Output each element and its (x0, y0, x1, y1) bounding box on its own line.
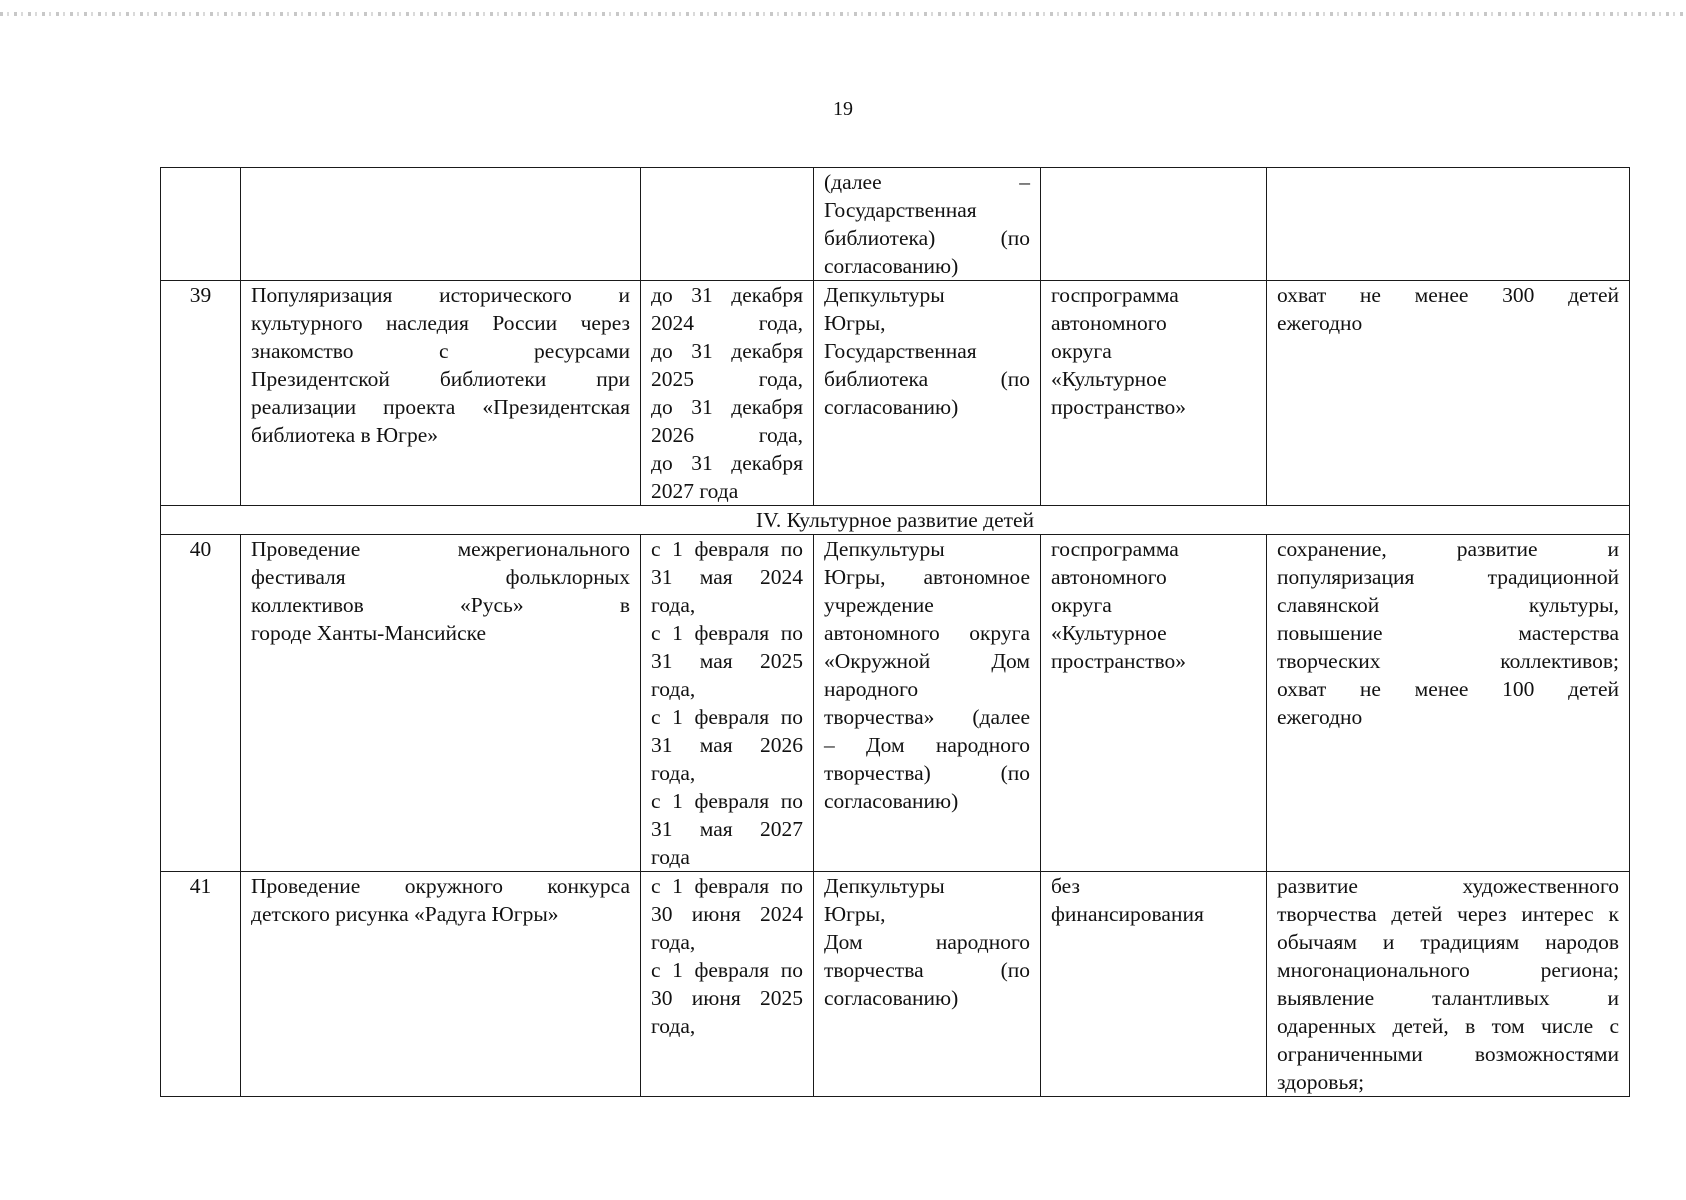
text-line: «Окружной Дом (824, 649, 1030, 673)
responsible-text (824, 535, 1030, 815)
text-line: городе Ханты-Мансийске (251, 621, 487, 645)
text-line: года, (651, 761, 696, 785)
text-line: творческих коллективов; (1277, 649, 1619, 673)
text-line: Депкультуры (824, 537, 945, 561)
text-line: – Дом народного (824, 733, 1030, 757)
text-line: здоровья; (1277, 1070, 1365, 1094)
dates-text (651, 281, 803, 505)
text-line: 31 мая 2024 (651, 565, 803, 589)
cell-result (1267, 281, 1630, 506)
text-line: округа (1051, 339, 1112, 363)
event-text (251, 872, 630, 928)
text-line: до 31 декабря (651, 283, 803, 307)
cell-result (1267, 168, 1630, 281)
text-line: Депкультуры (824, 874, 945, 898)
responsible-text (824, 872, 1030, 1012)
result-text (1277, 872, 1619, 1096)
text-line: до 31 декабря (651, 339, 803, 363)
cell-responsible (814, 168, 1041, 281)
text-line: автономного (1051, 311, 1167, 335)
text-line: года, (651, 1014, 696, 1038)
text-line: года, (651, 677, 696, 701)
text-line: с 1 февраля по (651, 537, 803, 561)
text-line: 30 июня 2024 (651, 902, 803, 926)
table-row-continuation (161, 168, 1630, 281)
row-number: 39 (161, 281, 241, 506)
cell-event (241, 281, 641, 506)
text-line: Югры, (824, 902, 886, 926)
cell-event (241, 168, 641, 281)
text-line: библиотека (по (824, 367, 1030, 391)
funding-text (1051, 535, 1256, 675)
table-row (161, 872, 1630, 1097)
section-heading: IV. Культурное развитие детей (161, 506, 1630, 535)
table-row (161, 281, 1630, 506)
text-line: культурного наследия России через (251, 311, 630, 335)
text-line: согласованию) (824, 254, 959, 278)
text-line: автономного округа (824, 621, 1030, 645)
event-text (251, 281, 630, 449)
text-line: Государственная (824, 339, 977, 363)
text-line: народного (824, 677, 919, 701)
text-line: многонационального региона; (1277, 958, 1619, 982)
text-line: охват не менее 300 детей (1277, 283, 1619, 307)
text-line: 31 мая 2026 (651, 733, 803, 757)
cell-funding (1041, 535, 1267, 872)
cell-result (1267, 535, 1630, 872)
text-line: с 1 февраля по (651, 874, 803, 898)
text-line: фестиваля фольклорных (251, 565, 630, 589)
dates-text (651, 535, 803, 871)
cell-dates (641, 281, 814, 506)
cell-responsible (814, 535, 1041, 872)
text-line: Популяризация исторического и (251, 283, 630, 307)
dates-text (651, 872, 803, 1040)
text-line: 2024 года, (651, 311, 803, 335)
text-line: творчества детей через интерес к (1277, 902, 1619, 926)
cell-dates (641, 535, 814, 872)
text-line: без (1051, 874, 1080, 898)
result-text (1277, 535, 1619, 731)
text-line: согласованию) (824, 789, 959, 813)
text-line: ежегодно (1277, 311, 1363, 335)
funding-text (1051, 872, 1256, 928)
row-number: 40 (161, 535, 241, 872)
cell-result (1267, 872, 1630, 1097)
text-line: с 1 февраля по (651, 958, 803, 982)
cell-responsible (814, 872, 1041, 1097)
text-line: Проведение окружного конкурса (251, 874, 630, 898)
text-line: года (651, 845, 690, 869)
cell-funding (1041, 281, 1267, 506)
row-number: 41 (161, 872, 241, 1097)
responsible-text (824, 168, 1030, 280)
text-line: госпрограмма (1051, 537, 1179, 561)
responsible-text (824, 281, 1030, 421)
cell-responsible (814, 281, 1041, 506)
page-number: 19 (833, 98, 853, 120)
text-line: автономного (1051, 565, 1167, 589)
text-line: согласованию) (824, 986, 959, 1010)
text-line: 2027 года (651, 479, 739, 503)
text-line: года, (651, 593, 696, 617)
text-line: с 1 февраля по (651, 705, 803, 729)
plan-table (160, 167, 1630, 1097)
text-line: пространство» (1051, 395, 1186, 419)
text-line: Депкультуры (824, 283, 945, 307)
scan-edge-artifact (0, 12, 1686, 16)
text-line: библиотека в Югре» (251, 423, 439, 447)
text-line: развитие художественного (1277, 874, 1619, 898)
text-line: выявление талантливых и (1277, 986, 1619, 1010)
result-text (1277, 281, 1619, 337)
funding-text (1051, 281, 1256, 421)
text-line: обычаям и традициям народов (1277, 930, 1619, 954)
text-line: «Культурное (1051, 367, 1167, 391)
text-line: Дом народного (824, 930, 1030, 954)
text-line: до 31 декабря (651, 395, 803, 419)
text-line: «Культурное (1051, 621, 1167, 645)
text-line: госпрограмма (1051, 283, 1179, 307)
text-line: реализации проекта «Президентская (251, 395, 630, 419)
text-line: 2025 года, (651, 367, 803, 391)
event-text (251, 535, 630, 647)
text-line: творчества» (далее (824, 705, 1030, 729)
text-line: библиотека) (по (824, 226, 1030, 250)
text-line: финансирования (1051, 902, 1204, 926)
text-line: ежегодно (1277, 705, 1363, 729)
text-line: (далее – (824, 170, 1030, 194)
text-line: Государственная (824, 198, 977, 222)
cell-event (241, 535, 641, 872)
text-line: Проведение межрегионального (251, 537, 630, 561)
text-line: повышение мастерства (1277, 621, 1619, 645)
text-line: Президентской библиотеки при (251, 367, 630, 391)
table-row (161, 535, 1630, 872)
text-line: 30 июня 2025 (651, 986, 803, 1010)
text-line: сохранение, развитие и (1277, 537, 1619, 561)
text-line: славянской культуры, (1277, 593, 1619, 617)
cell-funding (1041, 168, 1267, 281)
text-line: с 1 февраля по (651, 789, 803, 813)
text-line: 2026 года, (651, 423, 803, 447)
cell-dates (641, 168, 814, 281)
text-line: пространство» (1051, 649, 1186, 673)
text-line: Югры, автономное (824, 565, 1030, 589)
text-line: коллективов «Русь» в (251, 593, 630, 617)
cell-event (241, 872, 641, 1097)
text-line: согласованию) (824, 395, 959, 419)
text-line: одаренных детей, в том числе с (1277, 1014, 1619, 1038)
text-line: года, (651, 930, 696, 954)
text-line: творчества) (по (824, 761, 1030, 785)
text-line: 31 мая 2027 (651, 817, 803, 841)
section-row (161, 506, 1630, 535)
text-line: ограниченными возможностями (1277, 1042, 1619, 1066)
text-line: знакомство с ресурсами (251, 339, 630, 363)
text-line: 31 мая 2025 (651, 649, 803, 673)
text-line: с 1 февраля по (651, 621, 803, 645)
text-line: учреждение (824, 593, 934, 617)
text-line: округа (1051, 593, 1112, 617)
text-line: охват не менее 100 детей (1277, 677, 1619, 701)
text-line: популяризация традиционной (1277, 565, 1619, 589)
text-line: творчества (по (824, 958, 1030, 982)
text-line: детского рисунка «Радуга Югры» (251, 902, 559, 926)
cell-dates (641, 872, 814, 1097)
text-line: Югры, (824, 311, 886, 335)
cell-num (161, 168, 241, 281)
text-line: до 31 декабря (651, 451, 803, 475)
cell-funding (1041, 872, 1267, 1097)
